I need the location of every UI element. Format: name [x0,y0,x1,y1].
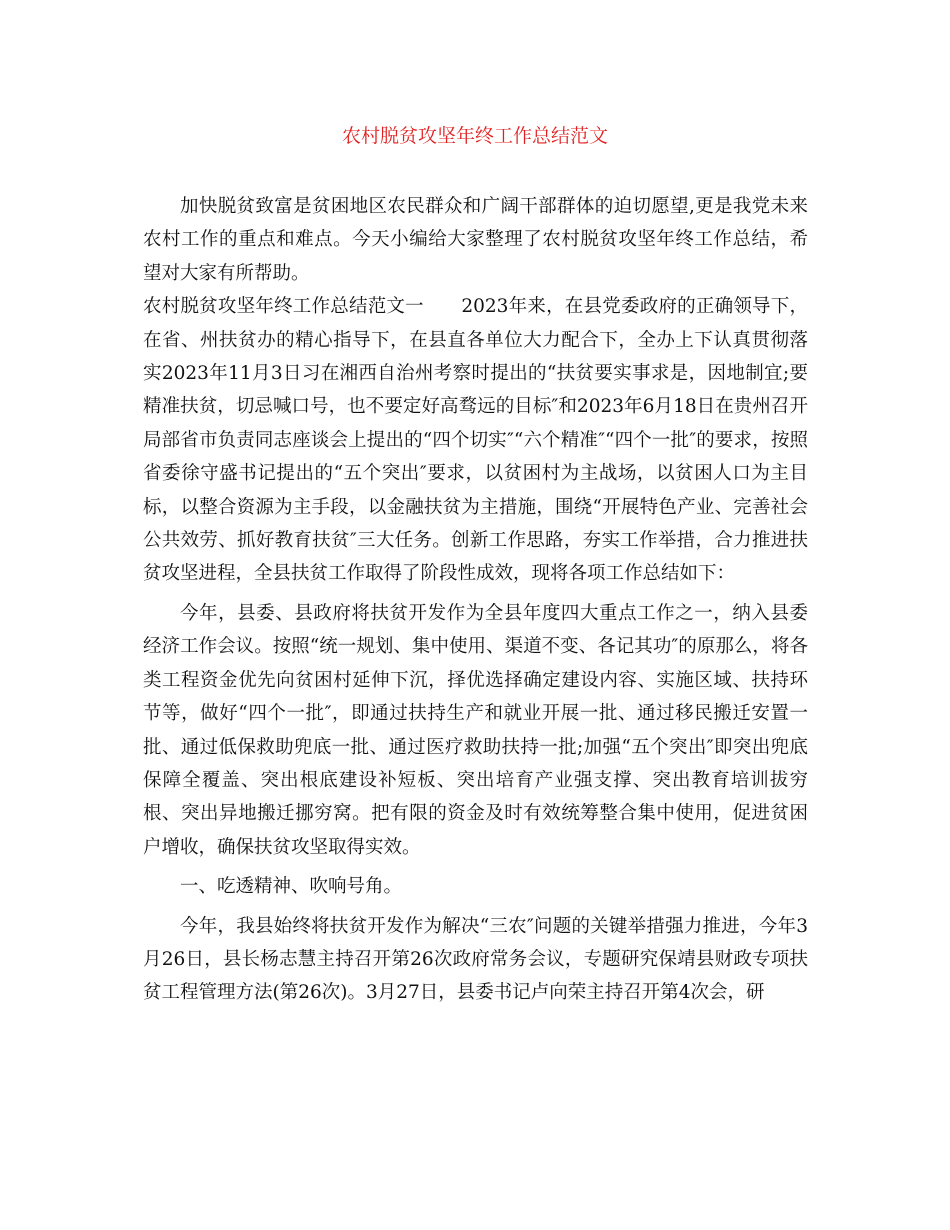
section-heading-1: 一、吃透精神、吹响号角。 [180,876,403,898]
document-body [143,190,808,1010]
document-title: 农村脱贫攻坚年终工作总结范文 [341,125,608,147]
summary-paragraph-2: 今年，县委、县政府将扶贫开发作为全县年度四大重点工作之一，纳入县委经济工作会议。按照“统一规划、集中使用、渠道不变、各记其功″的原那么，将各类工程资金优先向贫困村延伸下沉，择优选择确定建设内容、实施区域、扶持环节等，做好“四个一批″，即通过扶持生产和就业开展一批、通过移民搬迁安置一批、通过低保救助兜底一批、通过医疗救助扶持一批;加强“五个突出″即突出兜底保障全覆盖、突出根底建设补短板、突出培育产业强支撑、突出教育培训拔穷根、突出异地搬迁挪穷窝。把有限的资金及时有效统筹整合集中使用，促进贫困户增收，确保扶贫攻坚取得实效。 [143,602,808,858]
summary-paragraph-1: 农村脱贫攻坚年终工作总结范文一 2023年来，在县党委政府的正确领导下，在省、州扶贫办的精心指导下，在县直各单位大力配合下，全办上下认真贯彻落实2023年11月3日习在湘西自治州考察时提出的“扶贫要实事求是，因地制宜;要精准扶贫，切忌喊口号，也不要定好高骛远的目标″和2023年6月18日在贵州召开局部省市负责同志座谈会上提出的“四个切实″“六个精准″“四个一批″的要求，按照省委徐守盛书记提出的“五个突出″要求，以贫困村为主战场，以贫困人口为主目标，以整合资源为主手段，以金融扶贫为主措施，围绕“开展特色产业、完善社会公共效劳、抓好教育扶贫″三大任务。创新工作思路，夯实工作举措，合力推进扶贫攻坚进程，全县扶贫工作取得了阶段性成效，现将各项工作总结如下： [143,296,808,585]
summary-paragraph-3: 今年，我县始终将扶贫开发作为解决“三农″问题的关键举措强力推进，今年3月26日，县长杨志慧主持召开第26次政府常务会议，专题研究保靖县财政专项扶贫工程管理方法(第26次)。3月27日，县委书记卢向荣主持召开第4次会，研 [143,915,808,1004]
intro-paragraph: 加快脱贫致富是贫困地区农民群众和广阔干部群体的迫切愿望,更是我党未来农村工作的重点和难点。今天小编给大家整理了农村脱贫攻坚年终工作总结，希望对大家有所帮助。 [143,196,808,284]
